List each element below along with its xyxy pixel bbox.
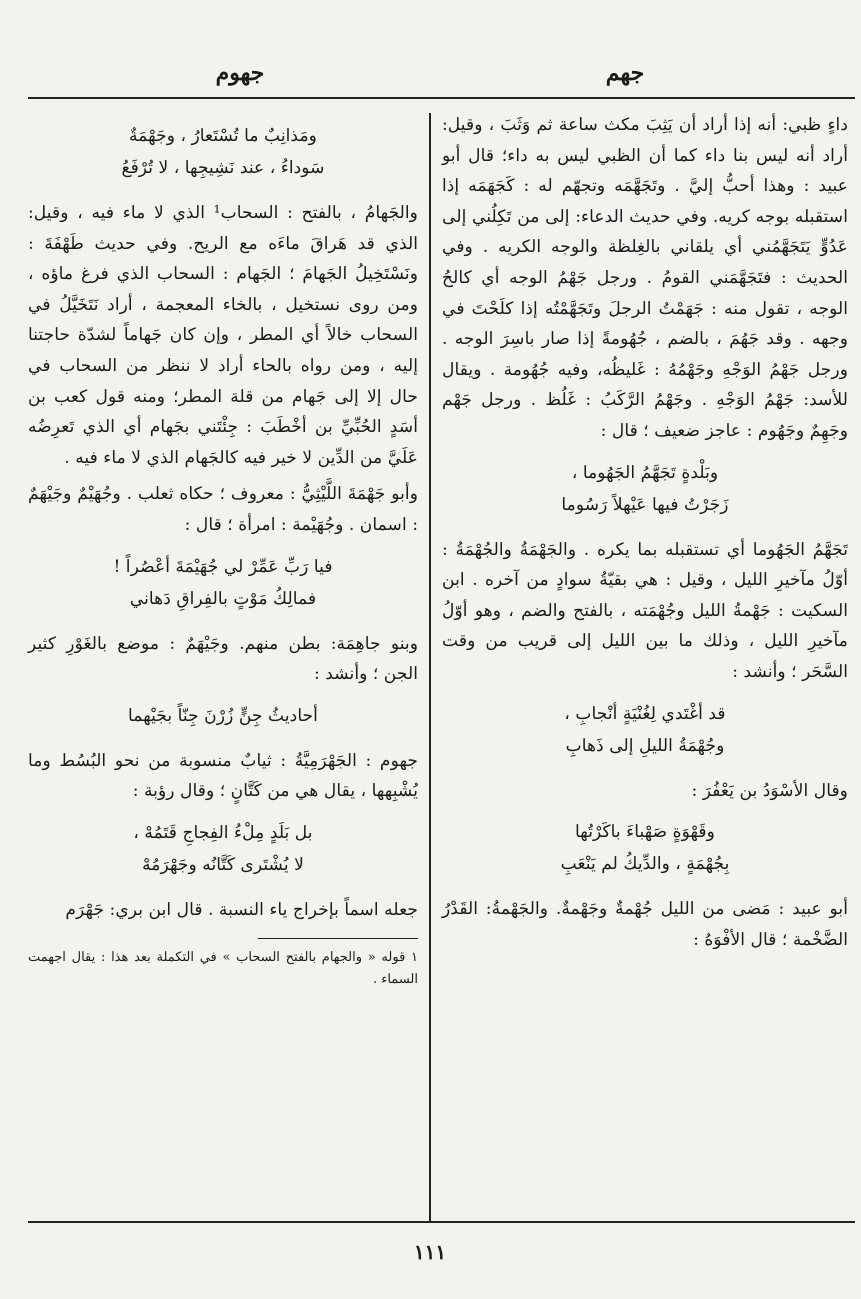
paragraph: وقال الأسْوَدُ بن يَعْفُرَ : (691, 780, 848, 801)
verse (442, 698, 848, 762)
page-number: ١١١ (413, 1240, 447, 1264)
header-root-right: جهم (605, 60, 645, 86)
paragraph: جعله اسماً بإخراج ياء النسبة . قال ابن بري: جَهْرَم (65, 899, 418, 920)
verse-line: زَجَرْتُ فيها عَيْهلاً رَسُوما (561, 494, 729, 515)
verse-line: أحاديثُ جِنٍّ زُرْنَ جِنّاً بجَيْهما (128, 705, 318, 726)
top-rule (28, 97, 855, 99)
verse-line: فيا رَبِّ عَمِّرْ لي جُهَيْمَةَ أعْصُراً ! (113, 556, 333, 577)
verse-line: وجُهْمَةُ الليلِ إلى ذَهابِ (565, 735, 725, 756)
verse-line: لا يُشْتَرى كَتَّانُه وجَهْرَمُهْ (142, 854, 304, 875)
bottom-rule (28, 1221, 855, 1223)
right-column (442, 110, 848, 961)
verse (28, 817, 418, 881)
verse-line: وقَهْوَةٍ صَهْباءَ باكَرْتُها (575, 822, 715, 843)
verse (442, 457, 848, 521)
left-column (28, 110, 418, 991)
verse-line: قد أغْتَدي لِغُنْيَةٍ أنْجابِ ، (564, 703, 726, 724)
paragraph: وبنو جاهِمَة: بطن منهم. وجَيْهَمٌ : موضع بالغَوْرِ كثير الجن ؛ وأنشد : (28, 633, 418, 685)
paragraph: جهوم : الجَهْرَمِيَّةُ : ثيابٌ منسوبة من نحو البُسُط وما يُشْبِهها ، يقال هي من كَتَّانٍ ؛ وقال رؤبة : (28, 750, 418, 802)
verse-line: فمالِكُ مَوْتٍ بالفِراقِ دَهاني (129, 588, 317, 609)
column-divider (429, 113, 431, 1221)
footnote-rule (258, 938, 418, 939)
verse-line: سَوداءُ ، عند نَشِيجِها ، لا تُرْفَعُ (121, 158, 325, 178)
verse-line: ومَذانِبٌ ما تُسْتَعارُ ، وجَهْمَةٌ (129, 126, 317, 146)
footnote: ١ قوله « والجهام بالفتح السحاب » في التكملة بعد هذا : يقال اجهمت السماء . (28, 949, 418, 987)
paragraph: تَجَهَّمُ الجَهُوما أي تستقبله بما يكره . والجَهْمَةُ والجُهْمَةُ : أوّلُ مآخيرِ الليل ، وقيل : هي بقيّةُ سوادٍ من آخره . ابن السكيت : جَهْمةُ الليل وجُهْمَته ، بالفتح والضم ، وهو أوّلُ مآخيرِ الليل ، وذلك ما بين الليل إلى قريب من وقت السَّحَر ؛ وأنشد : (442, 539, 848, 682)
verse-line: بل بَلَدٍ مِلْءُ الفِجاجِ قَتَمُهْ ، (133, 822, 313, 843)
paragraph: والجَهامُ ، بالفتح : السحاب¹ الذي لا ماء فيه ، وقيل: الذي قد هَراقَ ماءَه مع الريح. وفي حديث طَهْفَةَ : ونَسْتَخِيلُ الجَهامَ ؛ الجَهام : السحاب الذي فرغ ماؤه ، ومن روى نستخيل ، بالخاء المعجمة ، أراد نَتَخَيَّلُ في السحاب خالاً أي المطر ، وإن كان جَهاماً لشدّة حاجتنا إليه ، ومن رواه بالحاء أراد لا ننظر من السحاب في حال إلا إلى جَهام من قلة المطر؛ ومنه قول كعب بن أسَدٍ الحُبِّيِّ بن أخْطَبَ : جِئْتَني بجَهام أي الذي تَعرِضُه عَلَيَّ من الدِّين لا خير فيه كالجَهام الذي لا ماء فيه . (28, 203, 418, 468)
verse (28, 700, 418, 732)
verse (28, 551, 418, 615)
verse (442, 816, 848, 880)
verse-line: وبَلْدةٍ تَجَهَّمُ الجَهُوما ، (571, 462, 719, 483)
paragraph: داءٍ ظبي: أنه إذا أراد أن يَثِبَ مكث ساعة ثم وَثَبَ ، وقيل: أراد أنه ليس بنا داء كما أن الظبي ليس به داء؛ قال أبو عبيد : وهذا أحبُّ إليَّ . وتَجَهَّمَه وتجهّم له : كَجَهَمَه إذا استقبله بوجه كريه. وفي حديث الدعاء: إلى من تَكِلُني إلى عَدُوٍّ يَتَجَهَّمُني أي يلقاني بالغِلظة والوجه الكريه . وفي الحديث : فتَجَهَّمَني القومُ . ورجل جَهْمُ الوجه أي كالحُ الوجه ، تقول منه : جَهَمْتُ الرجلَ وتَجَهَّمْتُه إذا كلَحْتَ في وجهه . وقد جَهُمَ ، بالضم ، جُهُومةً إذا صار باسِرَ الوجه . ورجل جَهْمُ الوَجْهِ وجَهْمُهُ : غَليظُه، وفيه جُهُومة . ويقال للأسد: جَهْمُ الوَجْهِ . وجَهْمُ الرَّكَبُ : غَلُظ . ورجل جَهْم وجَهِمٌ وجَهُوم : عاجز ضعيف ؛ قال : (442, 115, 848, 441)
verse-line: بِجُهْمَةٍ ، والدِّيكُ لم يَنْعَبِ (560, 854, 730, 875)
paragraph: أبو عبيد : مَضى من الليل جُهْمةٌ وجَهْمةٌ. والجَهْمةُ: القَدْرُ الضَّخْمة ؛ قال الأفْوَهُ : (442, 899, 848, 950)
header-root-left: جهوم (215, 60, 265, 86)
verse (28, 120, 418, 184)
paragraph: وأبو جَهْمَةَ اللَّيْثِيُّ : معروف ؛ حكاه ثعلب . وجُهَيْمٌ وجَيْهَمٌ : اسمان . وجُهَيْمة : امرأة ؛ قال : (28, 484, 418, 535)
